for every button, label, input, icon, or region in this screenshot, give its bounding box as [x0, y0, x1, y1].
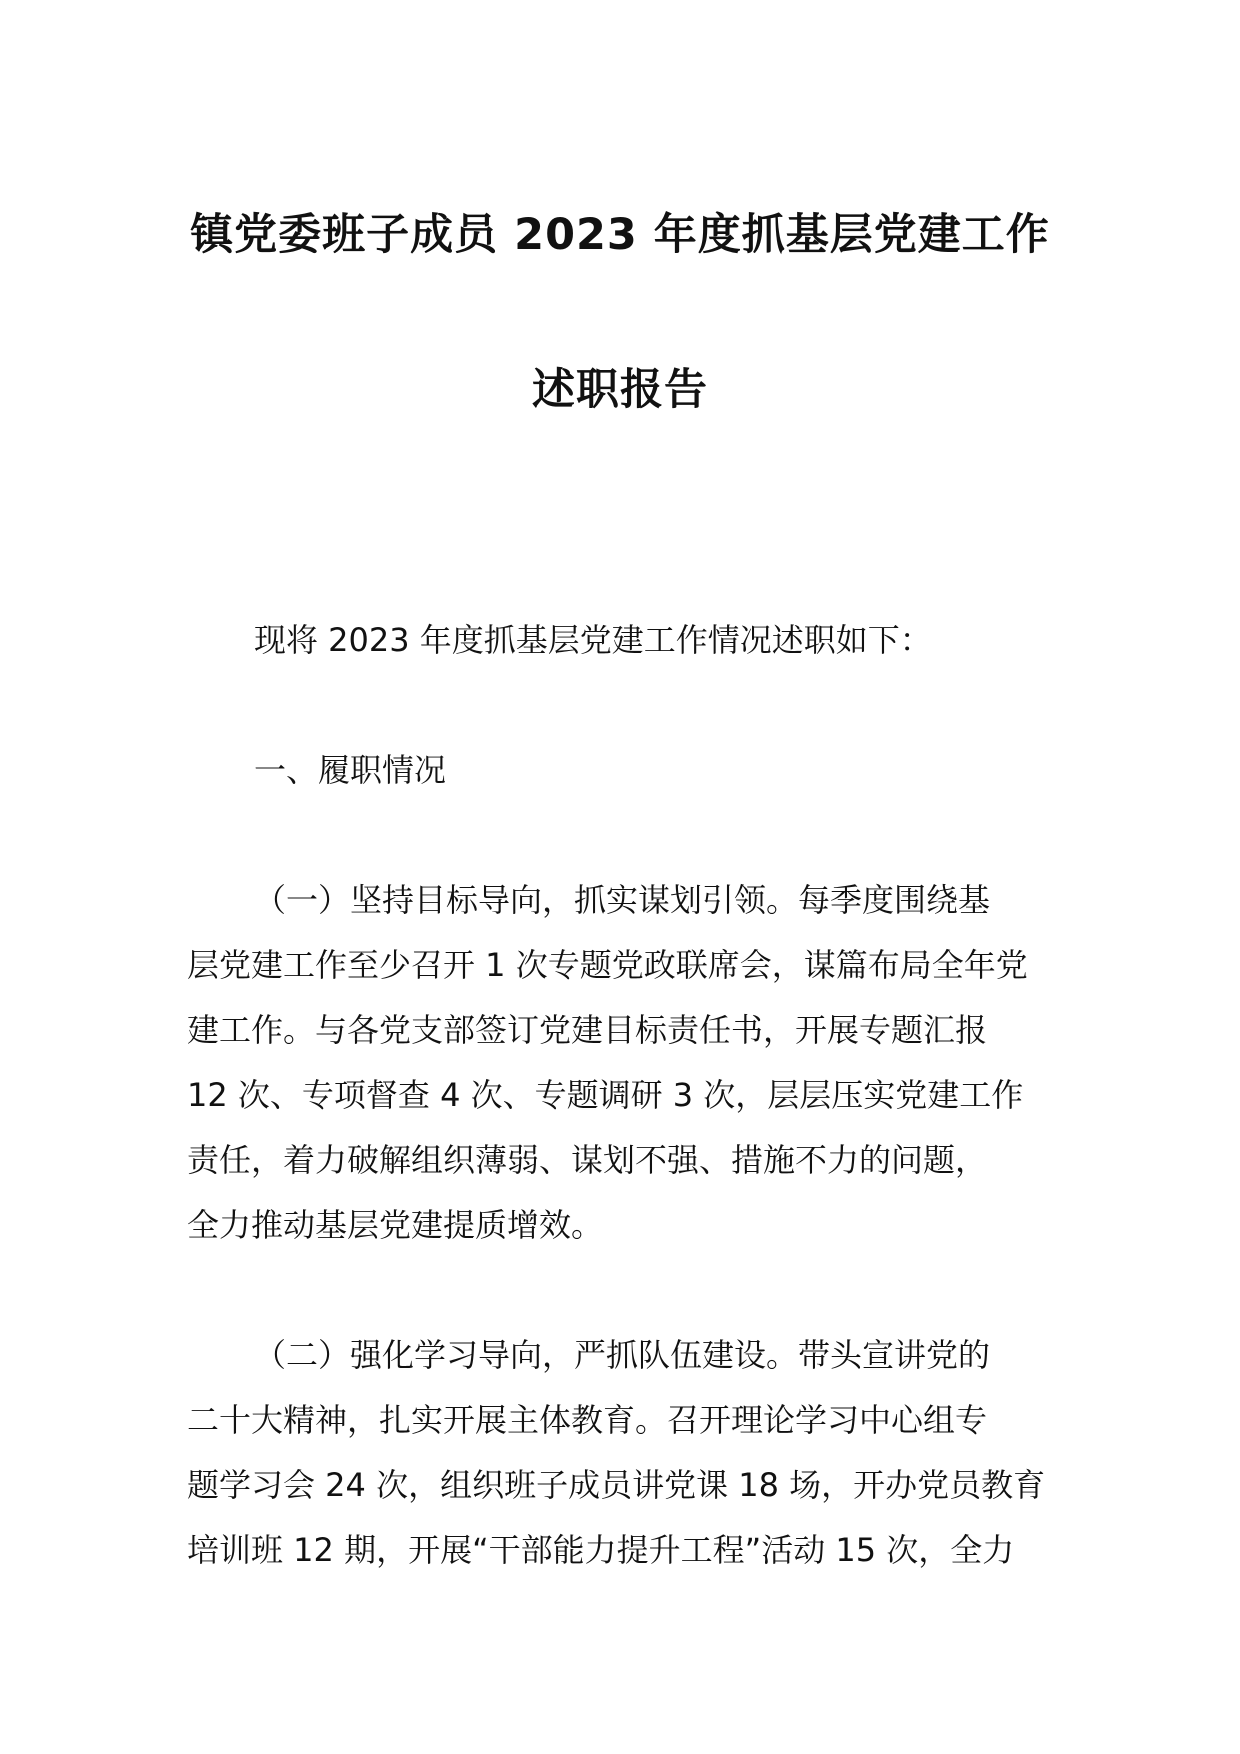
- paragraph-1-line: （一）坚持目标导向，抓实谋划引领。每季度围绕基: [254, 881, 991, 919]
- paragraph-1-line: 建工作。与各党支部签订党建目标责任书，开展专题汇报: [187, 1011, 988, 1049]
- paragraph-1-line: 全力推动基层党建提质增效。: [187, 1206, 604, 1244]
- paragraph-1-line: 层党建工作至少召开 1 次专题党政联席会，谋篇布局全年党: [187, 946, 1028, 984]
- paragraph-2-line: （二）强化学习导向，严抓队伍建设。带头宣讲党的: [254, 1336, 991, 1374]
- section-heading: 一、履职情况: [254, 751, 447, 789]
- paragraph-2-line: 二十大精神，扎实开展主体教育。召开理论学习中心组专: [187, 1401, 988, 1439]
- document-title-line-1: 镇党委班子成员 2023 年度抓基层党建工作: [190, 210, 1050, 260]
- intro-paragraph: 现将 2023 年度抓基层党建工作情况述职如下：: [254, 621, 932, 659]
- paragraph-2-line: 题学习会 24 次，组织班子成员讲党课 18 场，开办党员教育: [187, 1466, 1046, 1504]
- paragraph-2-line: 培训班 12 期，开展“干部能力提升工程”活动 15 次，全力: [187, 1531, 1015, 1569]
- document-title-line-2: 述职报告: [532, 365, 708, 415]
- paragraph-1-line: 12 次、专项督查 4 次、专题调研 3 次，层层压实党建工作: [187, 1076, 1024, 1114]
- paragraph-1-line: 责任，着力破解组织薄弱、谋划不强、措施不力的问题，: [187, 1141, 988, 1179]
